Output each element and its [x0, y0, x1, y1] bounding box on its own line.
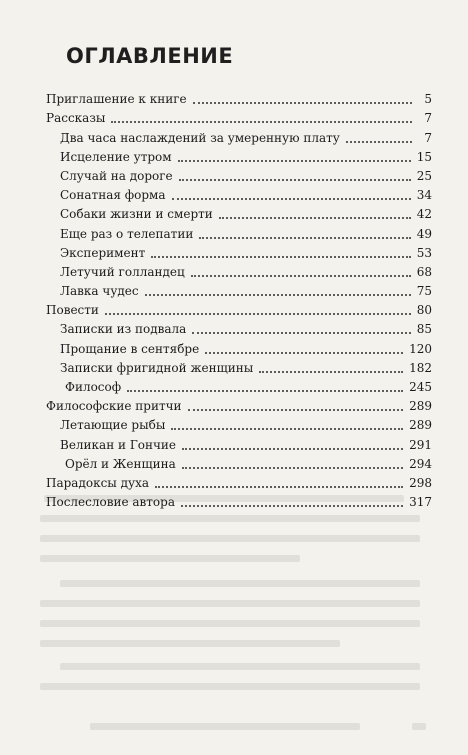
toc-entry-page: 245 — [409, 380, 432, 394]
toc-entry — [0, 395, 468, 414]
dot-leader — [192, 322, 410, 334]
toc-entry-title: Случай на дороге — [60, 168, 173, 183]
dot-leader — [172, 188, 411, 200]
toc-entry-title: Прощание в сентябре — [60, 341, 200, 356]
toc-entry — [0, 222, 468, 241]
toc-entry-title: Летучий голландец — [60, 264, 185, 279]
toc-entry-title: Повести — [46, 303, 99, 318]
toc-entry-title: Приглашение к книге — [46, 92, 187, 107]
dot-leader — [346, 131, 412, 143]
toc-entry-page: 25 — [416, 168, 432, 183]
toc-entry-title: Собаки жизни и смерти — [60, 207, 213, 222]
toc-entry — [0, 107, 468, 126]
toc-entry — [0, 414, 468, 433]
dot-leader — [188, 399, 404, 411]
toc-entry-title: Исцеление утром — [60, 149, 172, 164]
toc-entry-page: 182 — [409, 360, 432, 375]
toc-entry-title: Два часа наслаждений за умеренную плату — [60, 130, 340, 145]
toc-entry-title: Послесловие автора — [46, 495, 175, 510]
toc-entry-page: 289 — [409, 418, 432, 433]
dot-leader — [199, 227, 410, 239]
dot-leader — [259, 361, 403, 373]
toc-entry-page: 85 — [416, 322, 432, 337]
toc-entry-page: 317 — [409, 495, 432, 510]
dot-leader — [178, 150, 411, 162]
toc-entry — [0, 318, 468, 337]
toc-entry-title: Эксперимент — [60, 245, 146, 260]
dot-leader — [182, 457, 403, 469]
toc-entry — [0, 126, 468, 145]
toc-entry-page: 291 — [409, 437, 432, 452]
toc-entry-title: Орёл и Женщина — [65, 456, 176, 471]
dot-leader — [105, 303, 411, 315]
table-of-contents — [0, 88, 468, 510]
toc-entry — [0, 165, 468, 184]
toc-entry-page: 7 — [424, 130, 432, 145]
toc-entry-title: Философ — [65, 380, 122, 394]
toc-entry-title: Записки фригидной женщины — [60, 360, 254, 375]
dot-leader — [145, 284, 411, 296]
dot-leader — [111, 111, 412, 123]
dot-leader — [182, 438, 403, 450]
toc-entry — [0, 261, 468, 280]
toc-entry-page: 80 — [416, 303, 432, 318]
toc-entry-title: Сонатная форма — [60, 188, 166, 203]
toc-entry — [0, 184, 468, 203]
dot-leader — [179, 169, 411, 181]
toc-entry — [0, 242, 468, 261]
dot-leader — [219, 207, 411, 219]
toc-entry-page: 75 — [416, 284, 432, 299]
toc-entry — [0, 146, 468, 165]
toc-entry-page: 53 — [416, 245, 432, 260]
toc-entry-title: Еще раз о телепатии — [60, 226, 194, 241]
toc-entry-page: 7 — [424, 111, 432, 126]
toc-entry-page: 294 — [409, 456, 432, 471]
toc-entry — [0, 203, 468, 222]
page-title: ОГЛАВЛЕНИЕ — [66, 44, 234, 68]
toc-entry — [0, 491, 468, 510]
toc-entry-page: 15 — [416, 149, 432, 164]
toc-entry-page: 5 — [424, 92, 432, 107]
toc-entry-title: Летающие рыбы — [60, 418, 166, 433]
toc-entry-title: Великан и Гончие — [60, 437, 177, 452]
toc-entry-title: Философские притчи — [46, 399, 182, 414]
toc-entry-page: 120 — [409, 341, 432, 356]
toc-entry — [0, 357, 468, 376]
toc-entry-page: 289 — [409, 399, 432, 414]
toc-entry-page: 34 — [416, 188, 432, 203]
toc-entry-title: Рассказы — [46, 111, 106, 126]
dot-leader — [205, 342, 403, 354]
toc-entry-title: Парадоксы духа — [46, 475, 150, 490]
toc-entry — [0, 337, 468, 356]
toc-entry-page: 68 — [416, 264, 432, 279]
dot-leader — [127, 380, 403, 392]
toc-entry — [0, 376, 468, 395]
toc-entry — [0, 280, 468, 299]
toc-entry-page: 42 — [416, 207, 432, 222]
toc-entry — [0, 88, 468, 107]
toc-entry — [0, 453, 468, 472]
dot-leader — [191, 265, 411, 277]
dot-leader — [155, 476, 403, 488]
dot-leader — [171, 418, 403, 430]
toc-entry-page: 298 — [409, 475, 432, 490]
dot-leader — [151, 246, 410, 258]
dot-leader — [193, 92, 412, 104]
toc-entry — [0, 472, 468, 491]
toc-entry-title: Лавка чудес — [60, 284, 139, 299]
dot-leader — [181, 495, 403, 507]
toc-entry-page: 49 — [416, 226, 432, 241]
toc-entry-title: Записки из подвала — [60, 322, 187, 337]
toc-entry — [0, 299, 468, 318]
toc-entry — [0, 433, 468, 452]
